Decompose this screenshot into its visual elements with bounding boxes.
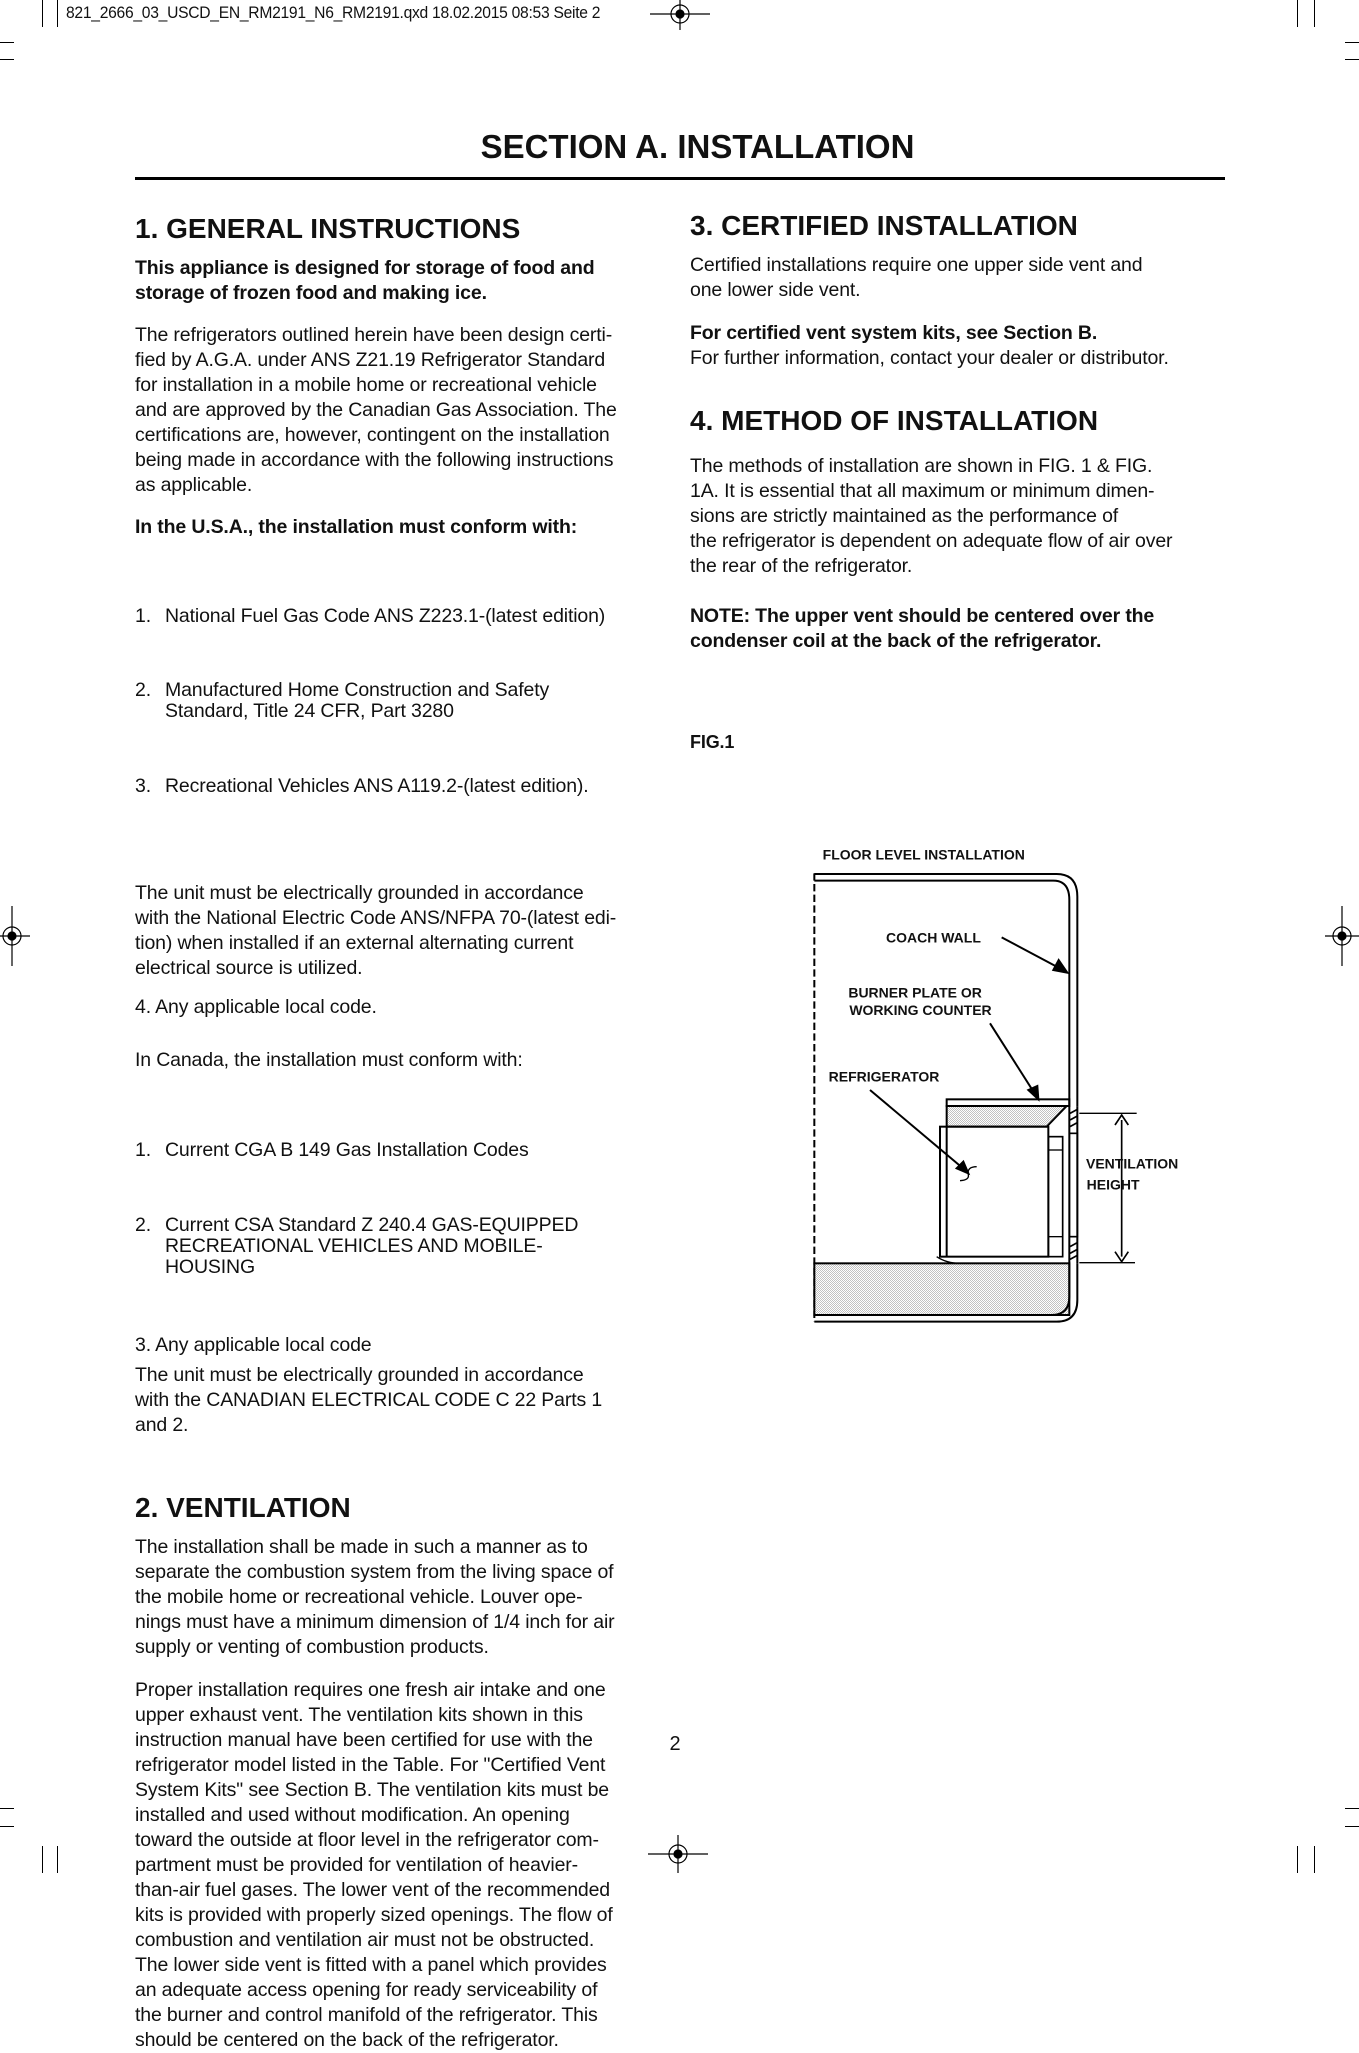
certified-more: For further information, contact your dealer or distributor.: [690, 347, 1169, 369]
electrical-paragraph: The unit must be electrically grounded in accordance with the National Electric Code ANS/NFPA 70-(latest edi- tion) when installed if an external alternating current electrical source is utilized.: [135, 882, 617, 979]
item-text: Manufactured Home Construction and Safety Standard, Title 24 CFR, Part 3280: [165, 679, 550, 722]
label-ventilation: VENTILATION: [1086, 1155, 1179, 1172]
counter-arrow: [990, 1023, 1037, 1096]
file-slug: 821_2666_03_USCD_EN_RM2191_N6_RM2191.qxd 18.02.2015 08:53 Seite 2: [66, 3, 601, 22]
refrigerator: [940, 1127, 1048, 1257]
item-number: 1.: [135, 1139, 151, 1161]
item-text: Current CSA Standard Z 240.4 GAS-EQUIPPED RECREATIONAL VEHICLES AND MOBILE- HOUSING: [165, 1214, 579, 1278]
list-item: [135, 1215, 680, 1278]
item-number: 3.: [135, 775, 151, 797]
certified-paragraph: Certified installations require one upper side vent and one lower side vent.: [690, 254, 1143, 301]
page-number: 2: [669, 1733, 681, 1755]
ventilation-paragraph-2: Proper installation requires one fresh air intake and one upper exhaust vent. The ventilation kits shown in this instruction manual have been certified for use with the refrigerator model listed in the Table. For "Certified Vent System Kits" see Section B. The ventilation kits must be installed and used without modification. An opening toward the outside at floor level in the refrigerator com- partment must be provided for ventilation of heavier- than-air fuel gases. The lower vent of the recommended kits is provided with properly sized openings. The flow of combustion and ventilation air must not be obstructed. The lower side vent is fitted with a panel which provides an adequate access opening for ready serviceability of the burner and control manifold of the refrigerator. This should be centered on the back of the refrigerator.: [135, 1679, 613, 2051]
item-number: 1.: [135, 605, 151, 627]
canada-electrical: The unit must be electrically grounded in accordance with the CANADIAN ELECTRICAL CODE C 22 Parts 1 and 2.: [135, 1364, 603, 1436]
title-rule: [135, 177, 1225, 180]
certified-bold: For certified vent system kits, see Section B.: [690, 322, 1098, 344]
list-item: [135, 604, 680, 629]
figure-label: FIG.1: [690, 732, 735, 752]
floor-level-installation-diagram: [780, 820, 1230, 1380]
figure-title: FLOOR LEVEL INSTALLATION: [822, 846, 1025, 863]
floor: [814, 1263, 1069, 1315]
method-paragraph: The methods of installation are shown in FIG. 1 & FIG. 1A. It is essential that all maximum or minimum dimen- sions are strictly maintained as the performance of the refrigerator is dependent on adequate flow of air over the rear of the refrigerator.: [690, 455, 1173, 577]
usa-heading: In the U.S.A., the installation must conform with:: [135, 516, 578, 538]
heading-general-instructions: 1. GENERAL INSTRUCTIONS: [135, 213, 521, 244]
label-coach-wall: COACH WALL: [886, 929, 981, 946]
label-height: HEIGHT: [1086, 1176, 1140, 1193]
usa-item-4: 4. Any applicable local code.: [135, 996, 377, 1018]
usa-list: [135, 554, 680, 849]
item-number: 2.: [135, 1214, 151, 1236]
item-text: National Fuel Gas Code ANS Z223.1-(latest edition): [165, 605, 606, 627]
label-burner-plate: BURNER PLATE OR: [848, 984, 982, 1001]
refrigerator-arrow: [870, 1090, 965, 1170]
ventilation-paragraph-1: The installation shall be made in such a manner as to separate the combustion system from the living space of the mobile home or recreational vehicle. Louver ope- nings must have a minimum dimension of 1/4 inch for air supply or venting of combustion products.: [135, 1536, 615, 1658]
right-column: [690, 210, 1235, 755]
note-paragraph: NOTE: The upper vent should be centered over the condenser coil at the back of the refrigerator.: [690, 605, 1155, 652]
canada-list: [135, 1088, 680, 1328]
list-item: [135, 680, 680, 722]
heading-certified-installation: 3. CERTIFIED INSTALLATION: [690, 210, 1078, 241]
registration-mark-icon: [1325, 906, 1359, 966]
list-item: [135, 1138, 680, 1163]
list-item: [135, 774, 680, 799]
canada-item-3: 3. Any applicable local code: [135, 1334, 372, 1356]
left-column: [135, 213, 680, 2053]
registration-mark-icon: [650, 0, 710, 30]
heading-method-of-installation: 4. METHOD OF INSTALLATION: [690, 405, 1099, 436]
intro-bold: This appliance is designed for storage of food and storage of frozen food and making ice.: [135, 257, 595, 304]
canada-heading: In Canada, the installation must conform with:: [135, 1049, 523, 1071]
item-text: Recreational Vehicles ANS A119.2-(latest edition).: [165, 775, 589, 797]
registration-mark-icon: [0, 906, 30, 966]
item-text: Current CGA B 149 Gas Installation Codes: [165, 1139, 529, 1161]
counter: [947, 1106, 1067, 1127]
intro-paragraph: The refrigerators outlined herein have been design certi- fied by A.G.A. under ANS Z21.19 Refrigerator Standard for installation in a mobile home or recreational vehicle and are approved by the Canadian Gas Association. The certifications are, however, contingent on the installation being made in accordance with the following instructions as applicable.: [135, 324, 617, 496]
heading-ventilation: 2. VENTILATION: [135, 1492, 351, 1523]
item-number: 2.: [135, 679, 151, 701]
label-refrigerator: REFRIGERATOR: [828, 1068, 940, 1085]
page-title: SECTION A. INSTALLATION: [480, 128, 915, 165]
label-working-counter: WORKING COUNTER: [849, 1002, 992, 1018]
